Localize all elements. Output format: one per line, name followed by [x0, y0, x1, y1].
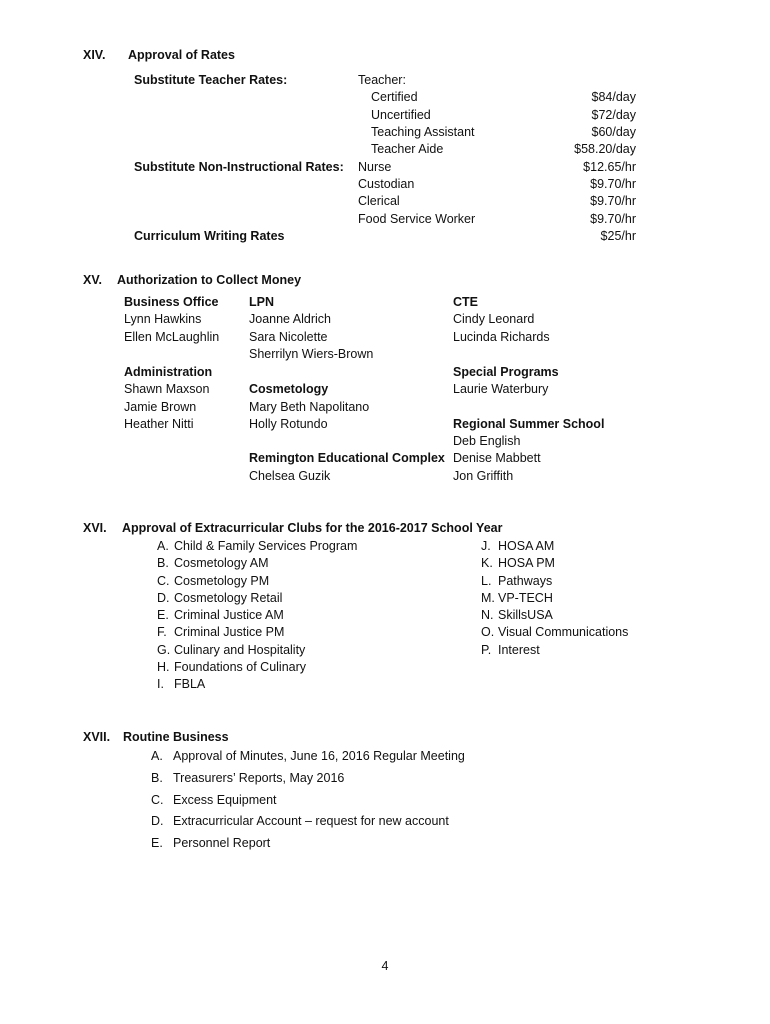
section-17-number: XVII.	[83, 730, 111, 744]
club-name: Cosmetology Retail	[174, 590, 283, 605]
club-name: Child & Family Services Program	[174, 539, 358, 553]
rate-value-custodian: $9.70/hr	[590, 177, 636, 191]
lpn-heading: LPN	[249, 295, 274, 309]
list-item	[481, 555, 628, 572]
regional-summer-school-heading: Regional Summer School	[453, 417, 605, 431]
list-letter: P.	[481, 642, 492, 657]
list-letter: O.	[481, 625, 495, 640]
list-letter: E.	[151, 836, 163, 851]
person-name: Shawn Maxson	[124, 382, 210, 396]
section-15-number: XV.	[83, 273, 103, 287]
remington-heading: Remington Educational Complex	[249, 451, 445, 465]
person-name: Holly Rotundo	[249, 417, 328, 431]
rate-value-clerical: $9.70/hr	[590, 194, 636, 208]
list-item	[157, 573, 357, 590]
club-name: HOSA PM	[498, 556, 555, 571]
list-letter: C.	[151, 792, 164, 807]
list-letter: G.	[157, 642, 171, 657]
list-letter: F.	[157, 625, 167, 640]
rate-value-teaching-assistant: $60/day	[591, 125, 636, 139]
rate-value-nurse: $12.65/hr	[583, 160, 636, 174]
list-item	[157, 624, 357, 641]
rate-value-food-service: $9.70/hr	[590, 212, 636, 226]
list-item	[151, 790, 465, 812]
section-17-title: Routine Business	[123, 730, 229, 744]
clubs-list-right	[481, 538, 628, 659]
person-name: Deb English	[453, 434, 521, 448]
cosmetology-heading: Cosmetology	[249, 382, 329, 396]
section-16-title: Approval of Extracurricular Clubs for the 2016-2017 School Year	[122, 521, 503, 535]
club-name: Culinary and Hospitality	[174, 642, 306, 657]
list-item	[481, 573, 628, 590]
list-item	[157, 538, 357, 555]
list-item	[151, 746, 465, 768]
list-letter: H.	[157, 660, 170, 675]
person-name: Jon Griffith	[453, 469, 514, 483]
list-letter: D.	[151, 814, 164, 829]
list-item	[481, 607, 628, 624]
rate-label-uncertified: Uncertified	[371, 108, 431, 122]
list-letter: J.	[481, 539, 491, 553]
list-item	[481, 624, 628, 641]
rate-value-uncertified: $72/day	[591, 108, 636, 122]
curriculum-writing-label: Curriculum Writing Rates	[134, 229, 285, 243]
list-letter: B.	[157, 556, 169, 571]
list-letter: E.	[157, 608, 169, 623]
list-letter: D.	[157, 590, 170, 605]
business-office-heading: Business Office	[124, 295, 219, 309]
list-letter: C.	[157, 573, 170, 588]
rate-label-custodian: Custodian	[358, 177, 415, 191]
club-name: SkillsUSA	[498, 608, 553, 623]
person-name: Lucinda Richards	[453, 330, 550, 344]
person-name: Chelsea Guzik	[249, 469, 331, 483]
rate-value-certified: $84/day	[591, 90, 636, 104]
person-name: Joanne Aldrich	[249, 312, 332, 326]
teacher-heading: Teacher:	[358, 73, 406, 87]
list-item	[481, 642, 628, 659]
item-name: Excess Equipment	[173, 792, 277, 807]
section-14-title: Approval of Rates	[128, 48, 235, 62]
rate-value-teacher-aide: $58.20/day	[574, 142, 636, 156]
person-name: Mary Beth Napolitano	[249, 400, 370, 414]
list-item	[157, 676, 357, 693]
list-item	[157, 642, 357, 659]
item-name: Extracurricular Account – request for new account	[173, 814, 449, 829]
list-item	[481, 590, 628, 607]
special-programs-heading: Special Programs	[453, 365, 559, 379]
list-letter: L.	[481, 573, 492, 588]
list-item	[481, 538, 628, 555]
list-item	[157, 607, 357, 624]
club-name: HOSA AM	[498, 539, 555, 553]
rate-label-clerical: Clerical	[358, 194, 400, 208]
person-name: Denise Mabbett	[453, 451, 541, 465]
person-name: Sara Nicolette	[249, 330, 328, 344]
substitute-teacher-rates-label: Substitute Teacher Rates:	[134, 73, 288, 87]
list-letter: M.	[481, 590, 495, 605]
club-name: Cosmetology AM	[174, 556, 269, 571]
cte-heading: CTE	[453, 295, 478, 309]
curriculum-writing-rate: $25/hr	[600, 229, 636, 243]
administration-heading: Administration	[124, 365, 213, 379]
rate-label-teacher-aide: Teacher Aide	[371, 142, 444, 156]
person-name: Jamie Brown	[124, 400, 197, 414]
list-letter: B.	[151, 770, 163, 785]
rate-label-food-service: Food Service Worker	[358, 212, 476, 226]
page-number: 4	[381, 959, 389, 973]
person-name: Sherrilyn Wiers-Brown	[249, 347, 374, 361]
list-letter: A.	[157, 539, 169, 553]
substitute-non-instructional-label: Substitute Non-Instructional Rates:	[134, 160, 344, 174]
club-name: Criminal Justice AM	[174, 608, 284, 623]
person-name: Ellen McLaughlin	[124, 330, 220, 344]
item-name: Personnel Report	[173, 836, 271, 851]
person-name: Heather Nitti	[124, 417, 194, 431]
club-name: Foundations of Culinary	[174, 660, 307, 675]
section-14-number: XIV.	[83, 48, 106, 62]
list-letter: A.	[151, 749, 163, 763]
rate-label-teaching-assistant: Teaching Assistant	[371, 125, 475, 139]
person-name: Laurie Waterbury	[453, 382, 549, 396]
list-letter: N.	[481, 608, 494, 623]
club-name: Pathways	[498, 573, 553, 588]
routine-business-list	[151, 746, 465, 855]
club-name: Interest	[498, 642, 540, 657]
person-name: Lynn Hawkins	[124, 312, 202, 326]
rate-label-certified: Certified	[371, 90, 418, 104]
club-name: Cosmetology PM	[174, 573, 270, 588]
club-name: Visual Communications	[498, 625, 629, 640]
list-item	[157, 590, 357, 607]
club-name: FBLA	[174, 677, 206, 692]
section-16-number: XVI.	[83, 521, 107, 535]
list-letter: I.	[157, 677, 164, 692]
list-item	[157, 555, 357, 572]
rate-label-nurse: Nurse	[358, 160, 392, 174]
section-15-title: Authorization to Collect Money	[117, 273, 302, 287]
list-letter: K.	[481, 556, 493, 571]
person-name: Cindy Leonard	[453, 312, 535, 326]
club-name: VP-TECH	[498, 590, 553, 605]
clubs-list-left	[157, 538, 357, 694]
list-item	[151, 833, 465, 855]
list-item	[151, 768, 465, 790]
list-item	[151, 811, 465, 833]
list-item	[157, 659, 357, 676]
item-name: Treasurers’ Reports, May 2016	[173, 770, 345, 785]
club-name: Criminal Justice PM	[174, 625, 285, 640]
item-name: Approval of Minutes, June 16, 2016 Regular Meeting	[173, 749, 465, 763]
